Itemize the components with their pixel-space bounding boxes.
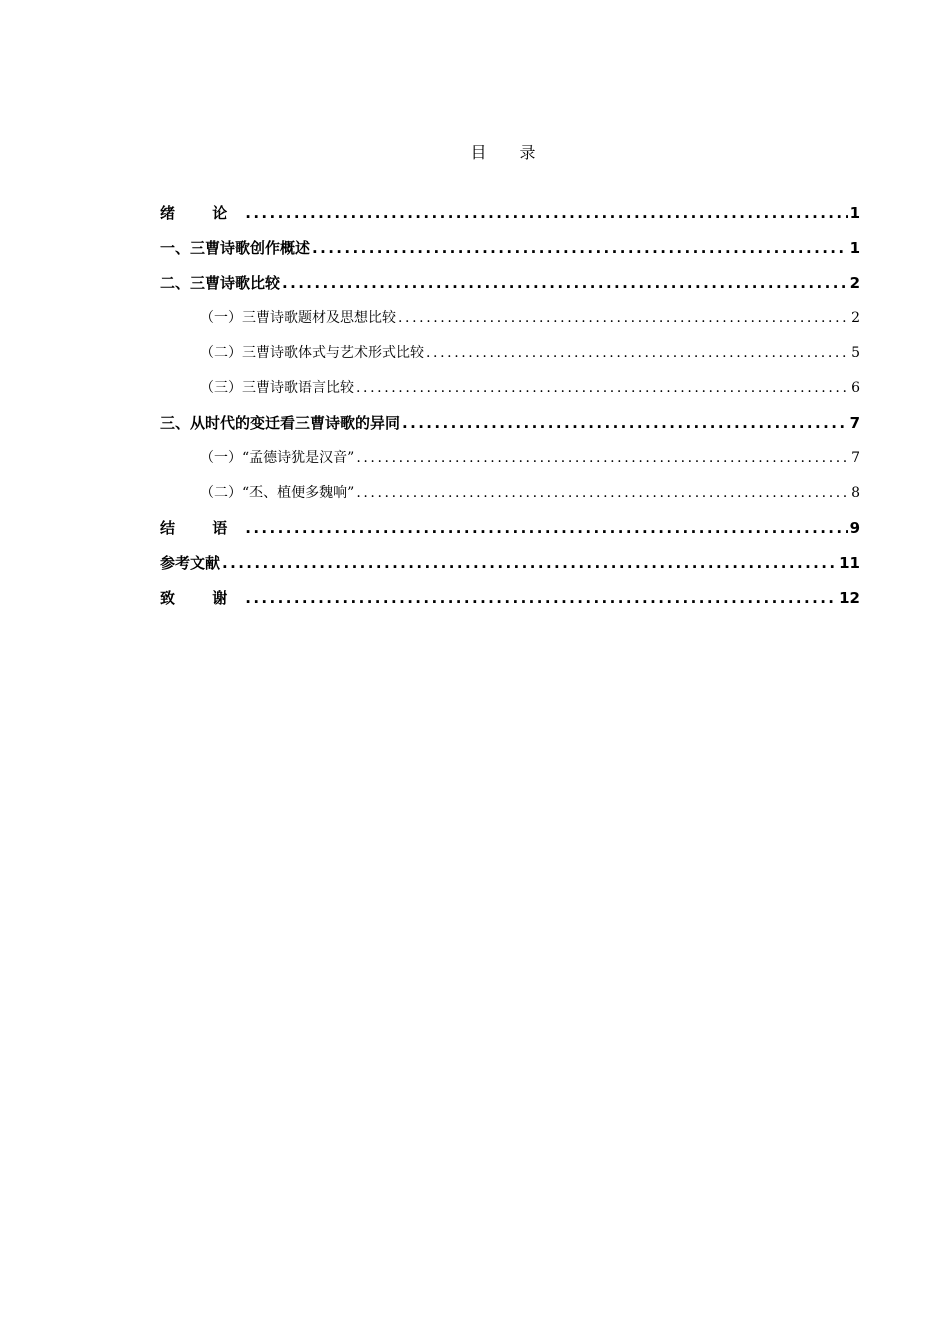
toc-entry-acknowledgements[interactable]	[160, 581, 860, 616]
toc-entry-label: （二）“丕、植便多魏响”	[200, 485, 355, 501]
toc-entry-section-2-2[interactable]	[160, 336, 860, 371]
toc-page-number: 7	[849, 414, 860, 432]
toc-page-number: 9	[849, 519, 860, 537]
toc-entry-section-3[interactable]	[160, 406, 860, 441]
toc-page-number: 2	[851, 310, 860, 326]
toc-page-number: 2	[849, 274, 860, 292]
dot-leader	[402, 406, 848, 441]
dot-leader	[245, 581, 837, 616]
table-of-contents	[160, 196, 860, 616]
dot-leader	[245, 511, 847, 546]
toc-page-number: 12	[839, 589, 860, 607]
dot-leader	[356, 476, 849, 511]
toc-entry-label: （三）三曹诗歌语言比较	[200, 380, 354, 396]
toc-entry-conclusion[interactable]	[160, 511, 860, 546]
toc-entry-label: （一）三曹诗歌题材及思想比较	[200, 310, 396, 326]
toc-entry-section-3-2[interactable]	[160, 476, 860, 511]
toc-page-number: 1	[849, 239, 860, 257]
toc-entry-section-1[interactable]	[160, 231, 860, 266]
toc-entry-references[interactable]	[160, 546, 860, 581]
toc-entry-label: （二）三曹诗歌体式与艺术形式比较	[200, 345, 424, 361]
toc-page-number: 11	[839, 554, 860, 572]
toc-title: 目 录	[470, 143, 550, 162]
toc-entry-label: 结 语	[160, 519, 244, 537]
toc-entry-label: （一）“孟德诗犹是汉音”	[200, 450, 355, 466]
dot-leader	[222, 546, 837, 581]
toc-page-number: 7	[851, 450, 860, 466]
dot-leader	[245, 196, 847, 231]
toc-entry-label: 三、从时代的变迁看三曹诗歌的异同	[160, 414, 401, 432]
toc-page-number: 1	[849, 204, 860, 222]
dot-leader	[356, 441, 849, 476]
dot-leader	[312, 231, 848, 266]
toc-page-number: 5	[851, 345, 860, 361]
toc-entry-label: 二、三曹诗歌比较	[160, 274, 281, 292]
dot-leader	[398, 301, 849, 336]
toc-entry-label: 参考文献	[160, 554, 221, 572]
toc-page-number: 8	[851, 485, 860, 501]
toc-entry-label: 绪 论	[160, 204, 244, 222]
toc-entry-introduction[interactable]	[160, 196, 860, 231]
toc-entry-label: 致 谢	[160, 589, 244, 607]
toc-entry-section-2-3[interactable]	[160, 371, 860, 406]
dot-leader	[356, 371, 849, 406]
toc-page-number: 6	[851, 380, 860, 396]
toc-entry-label: 一、三曹诗歌创作概述	[160, 239, 311, 257]
dot-leader	[282, 266, 848, 301]
toc-entry-section-3-1[interactable]	[160, 441, 860, 476]
dot-leader	[426, 336, 849, 371]
toc-entry-section-2-1[interactable]	[160, 301, 860, 336]
toc-entry-section-2[interactable]	[160, 266, 860, 301]
